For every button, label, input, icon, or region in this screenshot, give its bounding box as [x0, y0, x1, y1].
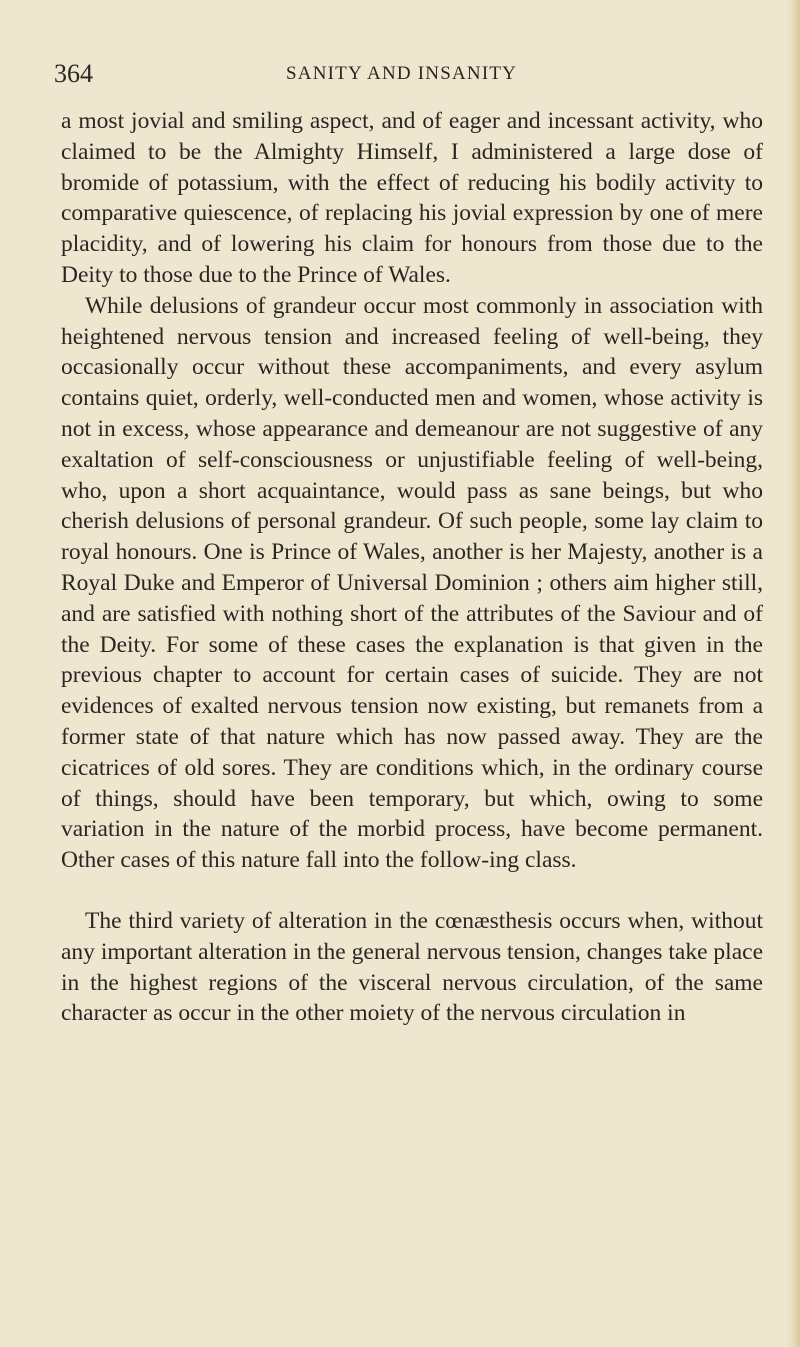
paragraph-2: While delusions of grandeur occur most commonly in association with heightened nervous tension and increased feeling of well-being, they occasionally occur without these accompaniments, and every asylum contains quiet, orderly, well-conducted men and women, whose activity is not in excess, whose appearance and demeanour are not suggestive of any exaltation of self-consciousness or unjustifiable feeling of well-being, who, upon a short acquaintance, would pass as sane beings, but who cherish delusions of personal grandeur. Of such people, some lay claim to royal honours. One is Prince of Wales, another is her Majesty, another is a Royal Duke and Emperor of Universal Dominion ; others aim higher still, and are satisfied with nothing short of the attributes of the Saviour and of the Deity. For some of these cases the explanation is that given in the previous chapter to account for certain cases of suicide. They are not evidences of exalted nervous tension now existing, but remanets from a former state of that nature which has now passed away. They are the cicatrices of old sores. They are conditions which, in the ordinary course of things, should have been temporary, but which, owing to some variation in the nature of the morbid process, have become permanent. Other cases of this nature fall into the follow-ing class. — [61, 292, 763, 874]
paragraph-3: The third variety of alteration in the cœnæsthesis occurs when, without any important alteration in the general nervous tension, changes take place in the highest regions of the visceral nervous circulation, of the same character as occur in the other moiety of the nervous circulation in — [61, 907, 763, 1027]
running-head: SANITY AND INSANITY — [286, 63, 518, 84]
body-text — [61, 106, 763, 1029]
page-number: 364 — [54, 59, 93, 88]
page-edge — [786, 0, 800, 1347]
paragraph-1: a most jovial and smiling aspect, and of eager and incessant activity, who claimed to be the Almighty Himself, I administered a large dose of bromide of potassium, with the effect of reducing his bodily activity to comparative quiescence, of replacing his jovial expression by one of mere placidity, and of lowering his claim for honours from those due to the Deity to those due to the Prince of Wales. — [61, 108, 763, 288]
page-header — [54, 56, 754, 92]
